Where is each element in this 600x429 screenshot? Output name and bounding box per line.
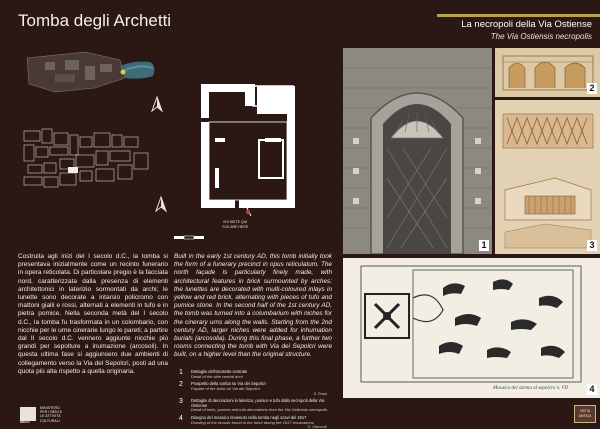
photo-decoration-drawing [495,100,600,254]
caption-number: 4 [179,414,183,422]
caption-credit: G. Rossi [313,391,327,396]
photo-number: 4 [587,384,597,395]
you-are-here-en: YOU ARE HERE [221,224,249,229]
caption-item [177,399,337,413]
caption-english: Detail of the side central arch [191,373,243,379]
photo-number: 2 [587,83,597,94]
mosaic-illustration [343,258,600,398]
ostia-line-1: OSTIA [579,409,591,413]
tomb-plan [195,78,305,218]
north-arrow-icon-2 [152,195,170,215]
site-map-detail [20,125,155,200]
series-title: La necropoli della Via Ostiense [461,19,592,30]
decoration-illustration [495,100,600,254]
photo-number: 3 [587,240,597,251]
ministry-name [40,406,62,423]
mosaic-inscription: Mosaico del sitema al sepolcro n. VII [493,386,568,391]
series-subtitle: The Via Ostiensis necropolis [490,32,592,41]
caption-italian: Disegno del mosaico rinvenuto nella tomba negli scavi del 1917 [191,414,307,420]
photo-number: 1 [479,240,489,251]
caption-english: Detail of brick, pumice and tufo decorations from the Via Ostiensis necropolis [191,407,328,413]
ministry-line-4: CULTURALI [40,418,60,423]
photo-arch-detail [343,48,492,254]
caption-item [177,416,337,429]
scale-bar [174,234,214,242]
caption-number: 2 [179,381,183,389]
ministry-line-2: PER I BENI E [40,410,63,415]
you-are-here-label [210,220,260,229]
ministry-line-1: MINISTERO [40,406,60,410]
ministry-logo [20,404,75,424]
caption-english: Drawing of the mosaic found in the tomb during the 1917 excavations [191,419,314,425]
ministry-emblem-icon [20,407,36,421]
caption-credit: G. Gismondi [307,425,327,429]
caption-italian: Dettaglio dell'arcotetto centrale [191,369,248,374]
caption-number: 3 [179,397,183,405]
caption-italian: Prospetto della tomba su Via dei Sepolcri [191,381,266,387]
caption-italian: Dettaglio di decorazioni in laterizio, pomice e tufo dalla necropoli della Via Ostiense [191,397,325,408]
gold-bar [437,14,600,17]
series-header [437,14,600,46]
photo-facade-drawing [495,48,600,97]
arch-illustration [343,48,492,254]
english-description: Built in the early 1st century AD, this tomb initially took the form of a funerary precinct in opus reticulatum. The north façade is particularly finely made, with architectural features in brick surmounted by arches: the lunettes are decorated with multi-coloured inlays in yellow and red brick, alternating with pieces of tufo and pumice stone. In the second half of the 1st century AD, the tomb was turned into a columbarium with niches for the cinerary urns along the walls. Starting from the 2nd century AD, larger niches were added for inhumation burials (arcosolia). During this final phase, a further two rooms connecting the tomb with Via dei Sepolcri were built, on a higher level than the original structure. [174,253,332,359]
caption-english: Façade of the tomb on Via dei Sepolcri [191,386,260,392]
you-are-here-it: VOI SIETE QUI [222,220,248,224]
ministry-acronym: MiBAC [20,420,30,424]
page-title: Tomba degli Archetti [18,11,172,30]
caption-item [177,370,337,379]
ostia-antica-logo [574,405,596,423]
ostia-line-2: ANTICA [578,414,592,418]
facade-illustration [495,48,600,97]
photo-captions [177,370,337,429]
ministry-line-3: LE ATTIVITÀ [40,414,61,419]
caption-item [177,382,337,395]
italian-description: Costruita agli inizi del I secolo d.C., la tomba si presentava inizialmente come un recinto funerario in opera reticolata. Di particolare pregio è la facciata nord, caratterizzata dalla presenza di elementi architettonici in laterizio sormontati da archi; le lunette sono decorate a intarsio policromo con mattoni gialli e rossi, alternati a elementi in tufo e in pietra pomice. Nella seconda metà del I secolo d.C., la tomba fu trasformata in un colombario, con nicchie per le urne cinerarie lungo le pareti; a partire dal II secolo d.C. vennero aggiunte nicchie più grandi per sepolture a inumazione (arcosoli). In questa ultima fase si aggiunsero due ambienti di collegamento verso la Via del Sepolcri, posti ad una quota più alta rispetto a quella originaria. [18,253,168,375]
north-arrow-icon [148,95,166,115]
photo-mosaic-drawing [343,258,600,398]
caption-number: 1 [179,369,183,376]
site-map-overview [25,48,165,98]
